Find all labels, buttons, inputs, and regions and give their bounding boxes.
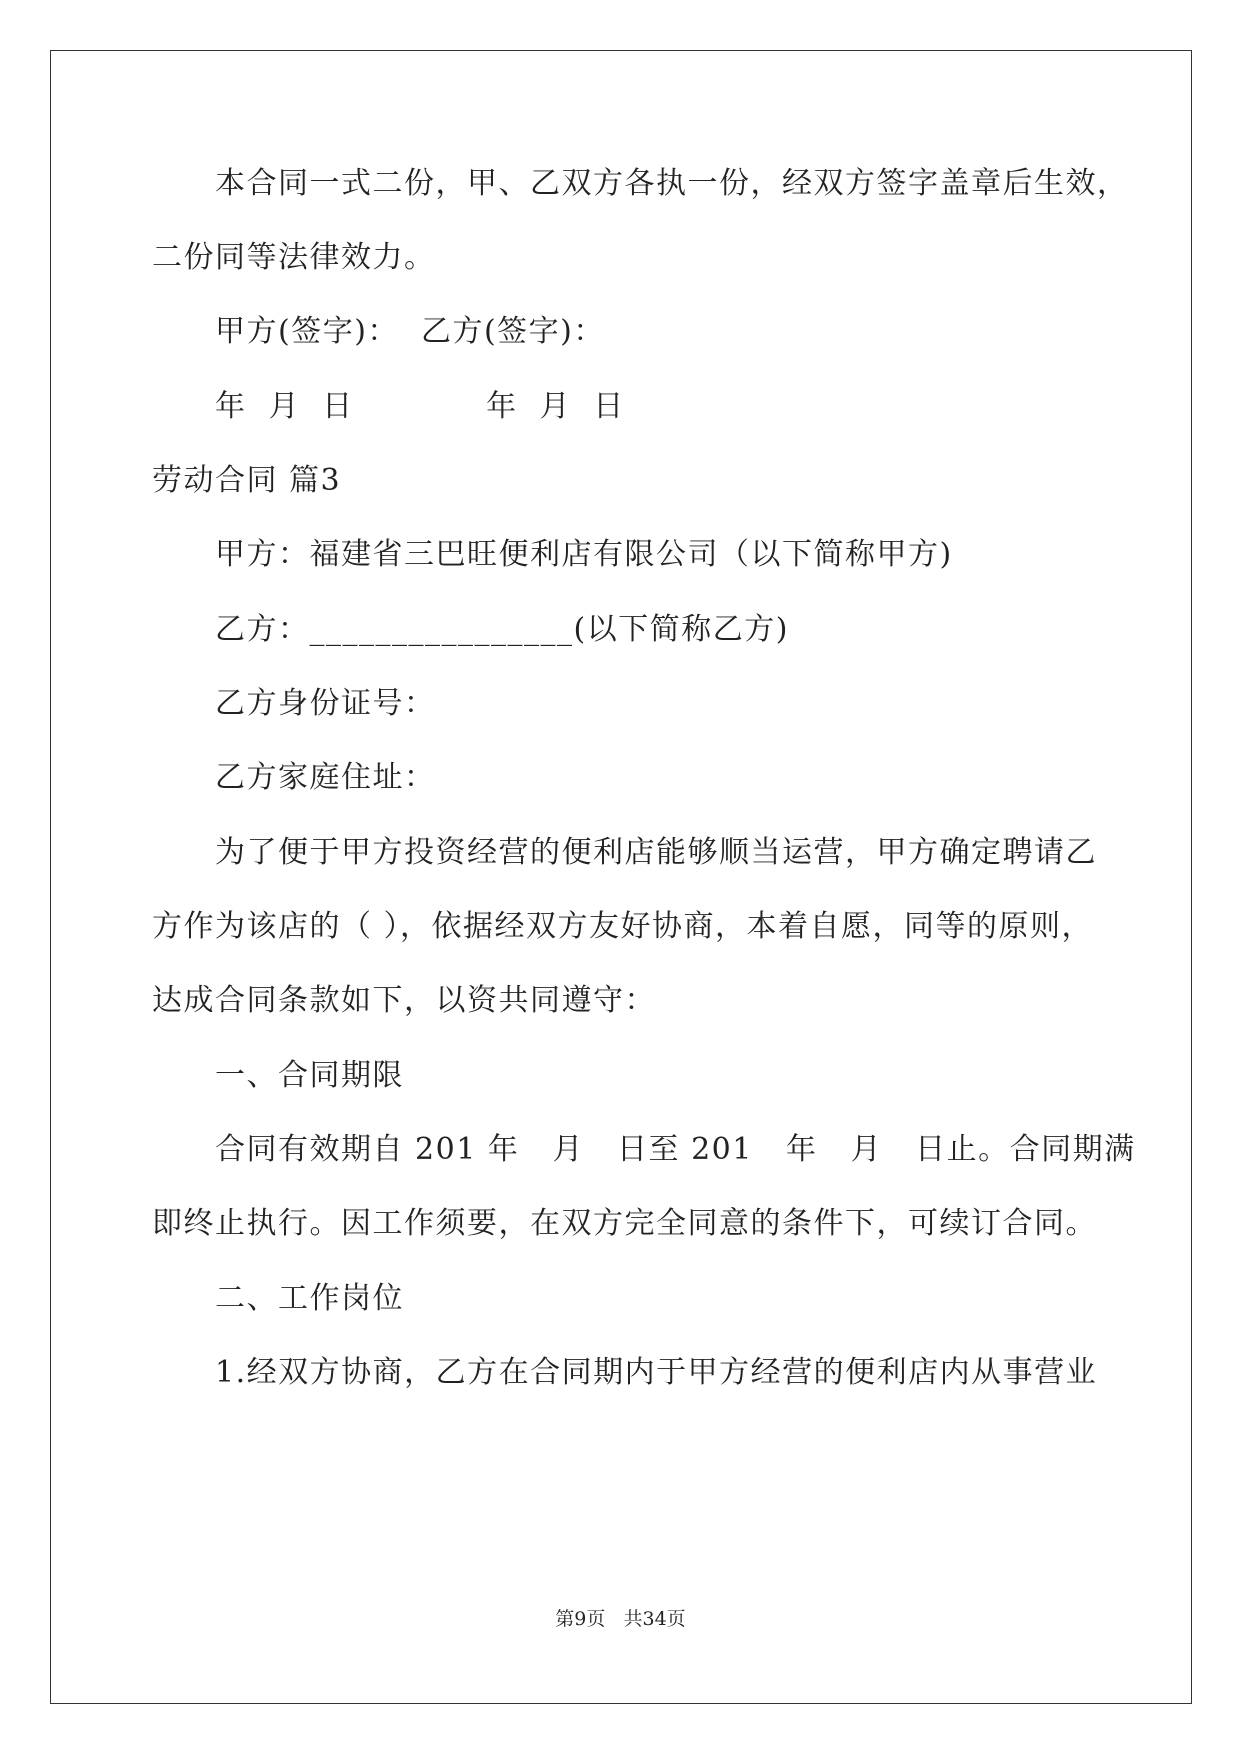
paragraph-line: 方作为该店的（ ），依据经双方友好协商，本着自愿，同等的原则， [152, 909, 1094, 944]
section-heading: 劳动合同 篇3 [152, 463, 342, 498]
paragraph-line: 为了便于甲方投资经营的便利店能够顺当运营，甲方确定聘请乙 [215, 835, 1097, 870]
paragraph-line: 二份同等法律效力。 [152, 240, 436, 275]
paragraph-line: 即终止执行。因工作须要，在双方完全同意的条件下，可续订合同。 [152, 1206, 1097, 1241]
signature-line: 甲方(签字)： 乙方(签字)： [215, 314, 605, 349]
paragraph-line: 合同有效期自 201 年 月 日至 201 年 月 日止。合同期满 [215, 1132, 1136, 1167]
paragraph-line: 达成合同条款如下，以资共同遵守： [152, 983, 656, 1018]
clause-heading: 一、合同期限 [215, 1058, 404, 1093]
date-line: 年 月 日 年 月 日 [215, 389, 625, 424]
page-number: 第9页 共34页 [555, 1608, 686, 1630]
party-b-line: 乙方：________________(以下简称乙方) [215, 612, 789, 647]
paragraph-line: 本合同一式二份，甲、乙双方各执一份，经双方签字盖章后生效， [215, 166, 1129, 201]
paragraph-line: 1.经双方协商，乙方在合同期内于甲方经营的便利店内从事营业 [215, 1355, 1098, 1390]
id-number-line: 乙方身份证号： [215, 686, 436, 721]
clause-heading: 二、工作岗位 [215, 1281, 404, 1316]
address-line: 乙方家庭住址： [215, 760, 436, 795]
page-border [50, 50, 1192, 1704]
party-a-line: 甲方：福建省三巴旺便利店有限公司（以下简称甲方) [215, 537, 953, 572]
